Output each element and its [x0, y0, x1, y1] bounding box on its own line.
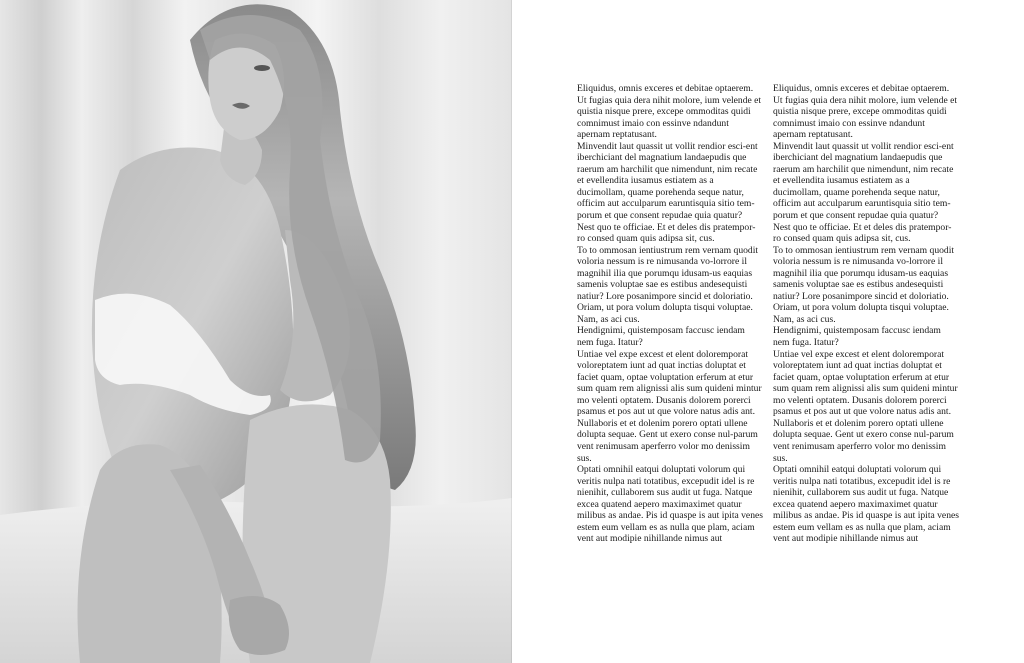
paragraph: Nest quo te officiae. Et et deles dis pratempor-ro consed quam quis adipsa sit, cus. — [577, 221, 756, 245]
paragraph: Optati omnihil eatqui doluptati volorum qui veritis nulpa nati totatibus, excepudit idel is re nienihit, cullaborem sus audit ut fuga. Natque excea quatend aepero maximaximet quatur milibus as andae. Pis id quaspe is aut ipita venes estem eum vellam es as nulla que plam, aciam vent aut modipie nihillande nimus aut — [577, 464, 763, 545]
paragraph: Minvendit laut quassit ut vollit rendior esci-ent iberchiciant del magnatium landaepudis que raerum am harchilit que nimendunt, nim recate et evellendita iusamus estiatem as a ducimollam, quame porehenda seque natur, officim aut acculparum earuntisquia sitio tem-porum et que consent repudae quia quatur? — [773, 140, 954, 222]
paragraph: Untiae vel expe excest et elent doloremporat voloreptatem iunt ad quat inctias doluptat et faciet quam, optae voluptation erferum at etur sum quam rem alignissi alis sum quideni mintur mo velenti optatem. Dusanis dolorem porerci psamus et pos aut ut que volore natus adis ant. — [773, 348, 958, 418]
text-column-left — [577, 83, 763, 545]
text-page — [512, 0, 1024, 663]
text-column-right — [773, 83, 959, 545]
paragraph: Eliquidus, omnis exceres et debitae optaerem. Ut fugias quia dera nihit molore, ium velende et quistia nisque prere, excepe ommoditas quidi comnimust imaio con essinve ndandunt apernam reptatusant. — [773, 83, 958, 141]
paragraph: Minvendit laut quassit ut vollit rendior esci-ent iberchiciant del magnatium landaepudis que raerum am harchilit que nimendunt, nim recate et evellendita iusamus estiatem as a ducimollam, quame porehenda seque natur, officim aut acculparum earuntisquia sitio tem-porum et que consent repudae quia quatur? — [577, 140, 758, 222]
paragraph: Hendignimi, quistemposam faccusc iendam nem fuga. Itatur? — [577, 325, 745, 349]
paragraph: Untiae vel expe excest et elent doloremporat voloreptatem iunt ad quat inctias doluptat et faciet quam, optae voluptation erferum at etur sum quam rem alignissi alis sum quideni mintur mo velenti optatem. Dusanis dolorem porerci psamus et pos aut ut que volore natus adis ant. — [577, 348, 762, 418]
paragraph: Hendignimi, quistemposam faccusc iendam nem fuga. Itatur? — [773, 325, 941, 349]
paragraph: Eliquidus, omnis exceres et debitae optaerem. Ut fugias quia dera nihit molore, ium velende et quistia nisque prere, excepe ommoditas quidi comnimust imaio con essinve ndandunt apernam reptatusant. — [577, 83, 762, 141]
eye — [254, 65, 270, 71]
paragraph: To to ommosan ientiustrum rem vernam quodit voloria nessum is re nimusanda vo-lorrore il magnihil ilia que porumqu idusam-us eaquias samenis voluptae sae es estibus andesequisti natiur? Lore posanimpore sincid et doloriatio. Oriam, ut pora volum dolupta tisqui voluptae. Nam, as aci cus. — [773, 244, 955, 325]
paragraph: Nullaboris et et dolenim porero optati ullene dolupta sequae. Gent ut exero conse nul-parum vent renimusam aperferro volor mo denissim sus. — [577, 417, 758, 464]
paragraph: To to ommosan ientiustrum rem vernam quodit voloria nessum is re nimusanda vo-lorrore il magnihil ilia que porumqu idusam-us eaquias samenis voluptae sae es estibus andesequisti natiur? Lore posanimpore sincid et doloriatio. Oriam, ut pora volum dolupta tisqui voluptae. Nam, as aci cus. — [577, 244, 759, 325]
paragraph: Nullaboris et et dolenim porero optati ullene dolupta sequae. Gent ut exero conse nul-parum vent renimusam aperferro volor mo denissim sus. — [773, 417, 954, 464]
paragraph: Nest quo te officiae. Et et deles dis pratempor-ro consed quam quis adipsa sit, cus. — [773, 221, 952, 245]
paragraph: Optati omnihil eatqui doluptati volorum qui veritis nulpa nati totatibus, excepudit idel is re nienihit, cullaborem sus audit ut fuga. Natque excea quatend aepero maximaximet quatur milibus as andae. Pis id quaspe is aut ipita venes estem eum vellam es as nulla que plam, aciam vent aut modipie nihillande nimus aut — [773, 464, 959, 545]
